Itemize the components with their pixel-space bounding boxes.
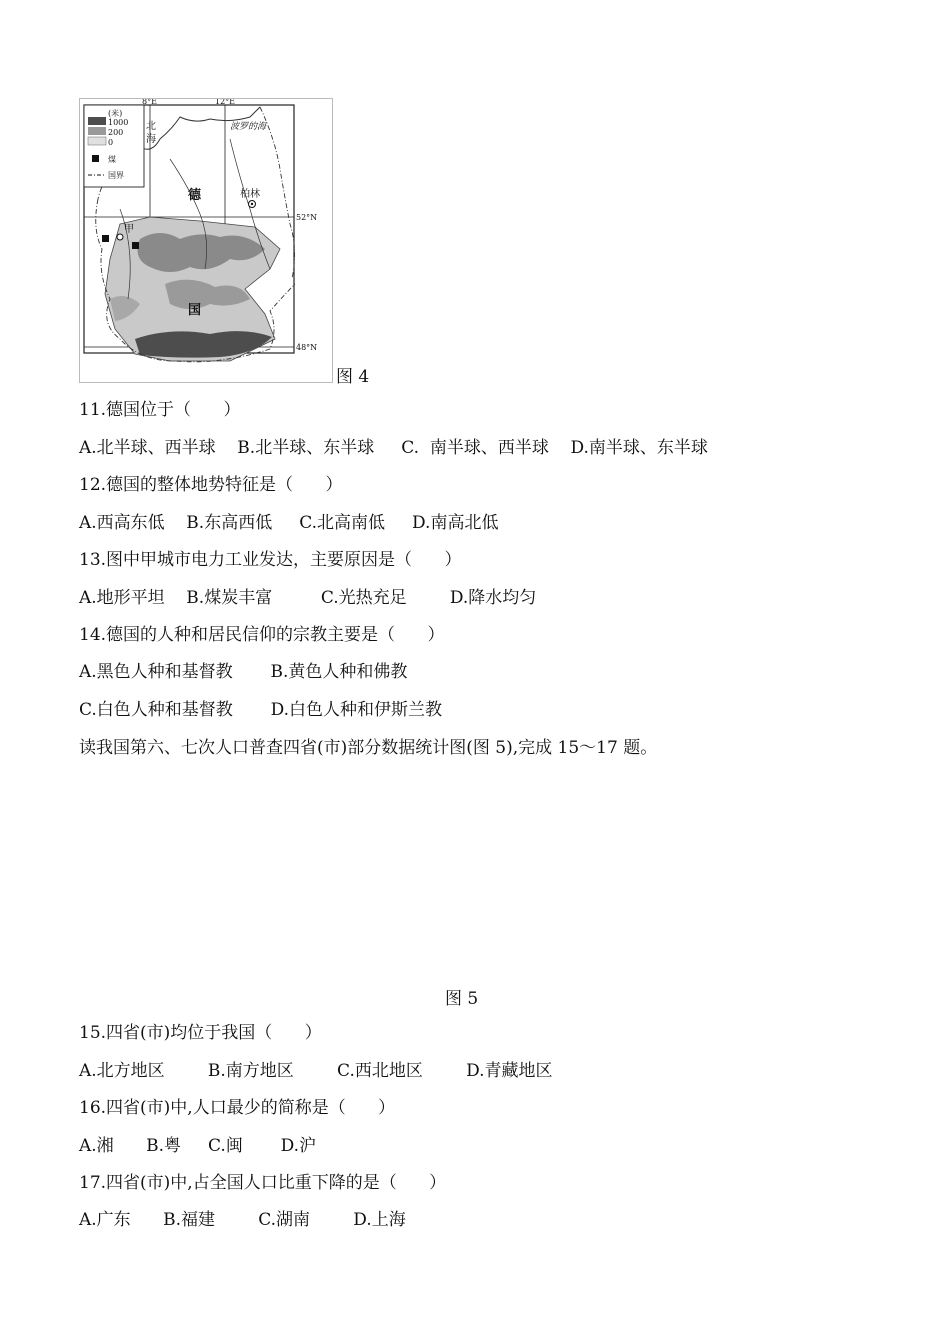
- lon-label-12e: 12°E: [215, 99, 236, 106]
- question-13: 13.图中甲城市电力工业发达，主要原因是（ ）: [79, 550, 462, 570]
- question-12-options: A.西高东低 B.东高西低 C.北高南低 D.南高北低: [79, 513, 499, 533]
- question-15-options: A.北方地区 B.南方地区 C.西北地区 D.青藏地区: [79, 1061, 553, 1081]
- legend-unit: (米): [108, 109, 123, 118]
- legend-swatch-200: [88, 127, 106, 135]
- question-13-options: A.地形平坦 B.煤炭丰富 C.光热充足 D.降水均匀: [79, 588, 537, 608]
- lat-label-52n: 52°N: [296, 213, 318, 222]
- north-sea-char: 海: [146, 134, 156, 145]
- figure-4-caption: 图 4: [336, 367, 370, 387]
- label-country-guo: 国: [188, 303, 202, 318]
- label-country-de: 德: [188, 188, 202, 203]
- north-sea-char: 北: [146, 121, 156, 132]
- question-16: 16.四省(市)中,人口最少的简称是（ ）: [79, 1098, 396, 1118]
- coal-icon: [92, 155, 99, 162]
- question-14: 14.德国的人种和居民信仰的宗教主要是（ ）: [79, 625, 445, 645]
- lon-label-8e: 8°E: [142, 99, 157, 106]
- legend-swatch-0: [88, 137, 106, 145]
- germany-map: [79, 98, 333, 383]
- terrain-alps: [135, 331, 272, 358]
- question-17-options: A.广东 B.福建 C.湖南 D.上海: [79, 1210, 406, 1230]
- question-14-options-1: A.黑色人种和基督教 B.黄色人种和佛教: [79, 662, 408, 682]
- question-15: 15.四省(市)均位于我国（ ）: [79, 1023, 322, 1043]
- legend-level-0: 0: [108, 138, 114, 147]
- legend-coal: 煤: [108, 155, 116, 164]
- label-jia: 甲: [124, 224, 134, 235]
- berlin-capital-dot: [251, 203, 253, 205]
- lat-label-48n: 48°N: [296, 343, 318, 352]
- question-16-options: A.湘 B.粤 C.闽 D.沪: [79, 1136, 317, 1156]
- jia-city-icon: [117, 234, 123, 240]
- legend-level-1000: 1000: [108, 118, 129, 127]
- legend-swatch-1000: [88, 117, 106, 125]
- question-12: 12.德国的整体地势特征是（ ）: [79, 475, 343, 495]
- coal-marker-2: [132, 242, 139, 249]
- germany-map-svg: [80, 99, 332, 382]
- legend-border: 国界: [108, 171, 124, 180]
- question-14-options-2: C.白色人种和基督教 D.白色人种和伊斯兰教: [79, 700, 443, 720]
- figure-5-caption: 图 5: [445, 989, 479, 1009]
- question-11-options: A.北半球、西半球 B.北半球、东半球 C. 南半球、西半球 D.南半球、东半球: [79, 438, 708, 458]
- question-17: 17.四省(市)中,占全国人口比重下降的是（ ）: [79, 1173, 447, 1193]
- label-north-sea: [146, 120, 156, 145]
- coal-marker-1: [102, 235, 109, 242]
- reading-intro: 读我国第六、七次人口普查四省(市)部分数据统计图(图 5),完成 15～17 题。: [79, 738, 658, 758]
- question-11: 11.德国位于（ ）: [79, 400, 241, 420]
- label-baltic-sea: 波罗的海: [230, 122, 267, 132]
- legend-level-200: 200: [108, 128, 124, 137]
- label-berlin: 柏林: [240, 189, 260, 200]
